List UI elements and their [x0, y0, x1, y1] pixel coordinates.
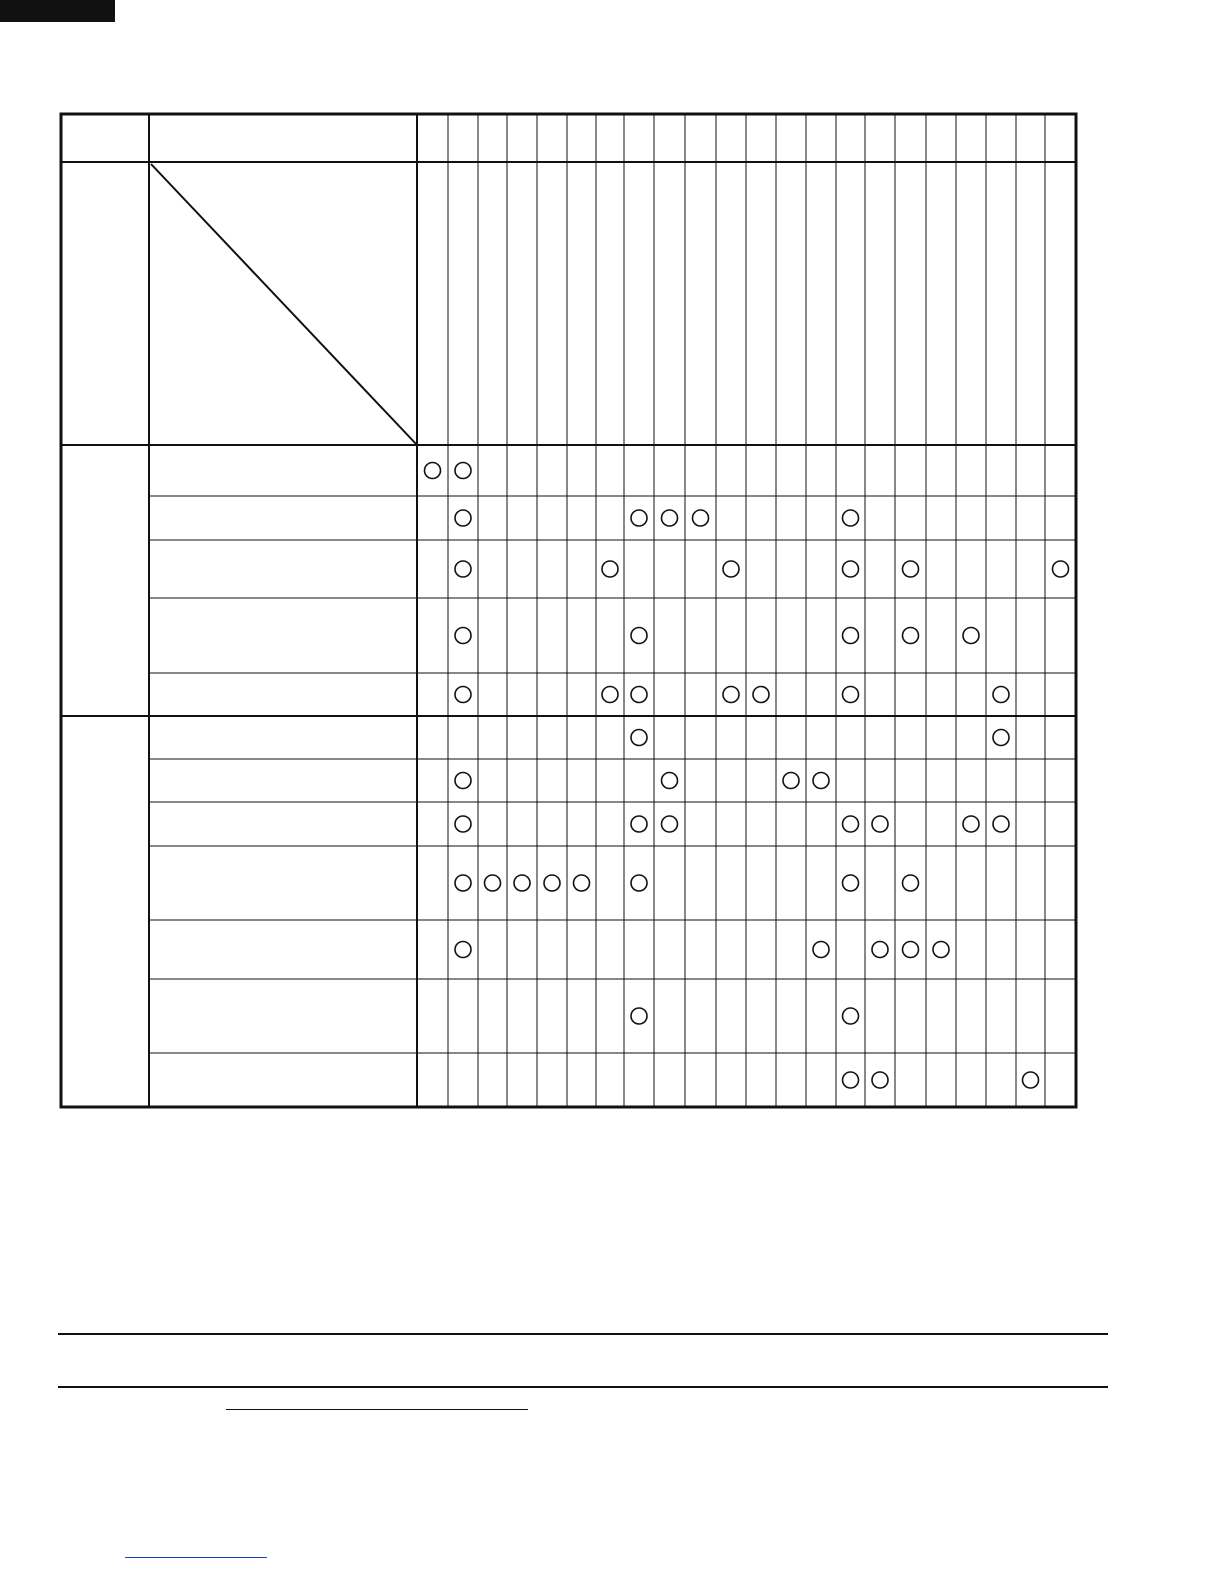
- footer-bottom-rule: [58, 1386, 1108, 1388]
- check-mark-circle: [813, 942, 829, 958]
- check-mark-circle: [963, 628, 979, 644]
- check-mark-circle: [455, 687, 471, 703]
- check-mark-circle: [903, 628, 919, 644]
- check-mark-circle: [455, 875, 471, 891]
- check-mark-circle: [455, 942, 471, 958]
- check-mark-circle: [631, 875, 647, 891]
- check-mark-circle: [843, 687, 859, 703]
- check-mark-circle: [574, 875, 590, 891]
- check-mark-circle: [993, 816, 1009, 832]
- check-mark-circle: [843, 1072, 859, 1088]
- check-mark-circle: [631, 816, 647, 832]
- check-mark-circle: [993, 730, 1009, 746]
- check-mark-circle: [843, 875, 859, 891]
- check-mark-circle: [455, 773, 471, 789]
- check-mark-circle: [662, 510, 678, 526]
- check-mark-circle: [631, 687, 647, 703]
- check-mark-circle: [723, 561, 739, 577]
- check-mark-circle: [693, 510, 709, 526]
- footer-top-rule: [58, 1333, 1108, 1335]
- footer-rule-short: [226, 1409, 528, 1410]
- check-mark-circle: [455, 510, 471, 526]
- check-mark-circle: [753, 687, 769, 703]
- check-mark-circle: [455, 561, 471, 577]
- check-mark-circle: [843, 816, 859, 832]
- check-mark-circle: [843, 1008, 859, 1024]
- check-mark-circle: [1053, 561, 1069, 577]
- check-mark-circle: [783, 773, 799, 789]
- check-mark-circle: [843, 628, 859, 644]
- check-mark-circle: [963, 816, 979, 832]
- check-mark-circle: [662, 816, 678, 832]
- check-mark-circle: [602, 687, 618, 703]
- check-mark-circle: [544, 875, 560, 891]
- check-mark-circle: [843, 561, 859, 577]
- check-mark-circle: [933, 942, 949, 958]
- check-mark-circle: [514, 875, 530, 891]
- check-mark-circle: [872, 942, 888, 958]
- check-mark-circle: [723, 687, 739, 703]
- check-mark-circle: [872, 1072, 888, 1088]
- table-frame: [61, 114, 1076, 1107]
- check-mark-circle: [993, 687, 1009, 703]
- check-mark-circle: [631, 510, 647, 526]
- check-mark-circle: [455, 816, 471, 832]
- check-mark-circle: [872, 816, 888, 832]
- check-mark-circle: [602, 561, 618, 577]
- corner-diagonal: [151, 164, 417, 445]
- check-mark-circle: [903, 561, 919, 577]
- check-mark-circle: [843, 510, 859, 526]
- check-mark-circle: [485, 875, 501, 891]
- check-mark-circle: [813, 773, 829, 789]
- footer-link[interactable]: [125, 1557, 267, 1558]
- check-mark-circle: [903, 942, 919, 958]
- check-mark-circle: [631, 730, 647, 746]
- check-mark-circle: [455, 463, 471, 479]
- check-mark-circle: [903, 875, 919, 891]
- check-mark-circle: [631, 1008, 647, 1024]
- check-mark-circle: [662, 773, 678, 789]
- check-mark-circle: [425, 463, 441, 479]
- check-mark-circle: [455, 628, 471, 644]
- check-mark-circle: [1023, 1072, 1039, 1088]
- check-mark-circle: [631, 628, 647, 644]
